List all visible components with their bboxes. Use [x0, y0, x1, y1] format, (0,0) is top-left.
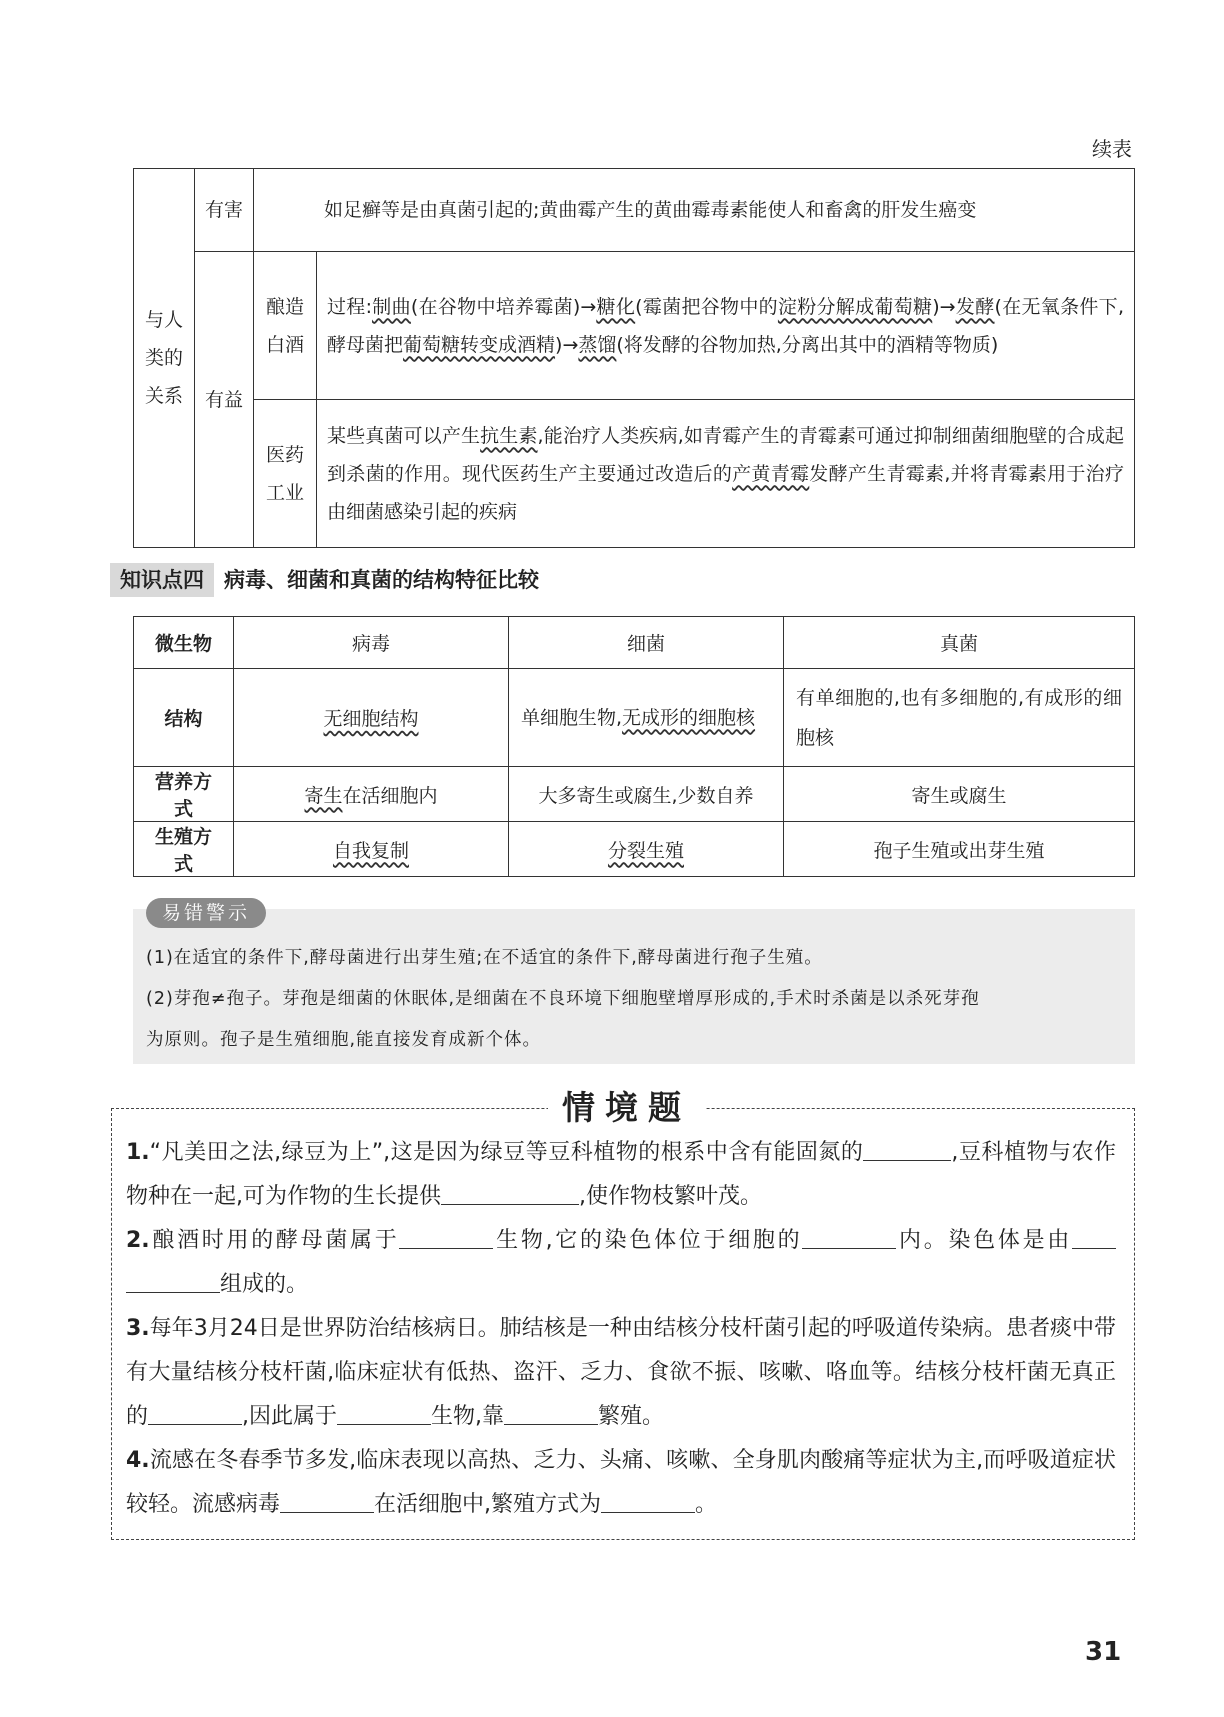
- question-text: ,使作物枝繁叶茂。: [579, 1184, 762, 1209]
- question-3: [126, 1307, 1116, 1439]
- header-cell: 微生物: [134, 617, 234, 669]
- text-span: (在无氧条件下,酵母菌把: [327, 295, 1124, 356]
- key-term: 寄生: [304, 784, 343, 807]
- row-head: 结构: [134, 669, 234, 767]
- row-desc-liquor: [317, 252, 1135, 400]
- answer-blank[interactable]: [601, 1490, 695, 1513]
- text-span: (在谷物中培养霉菌)→: [410, 295, 597, 318]
- table-cell: [509, 767, 784, 822]
- scenario-title: 情境题: [548, 1082, 705, 1129]
- question-text: 内。染色体是由: [896, 1228, 1072, 1253]
- continued-label: 续表: [1092, 137, 1132, 161]
- knowledge-point-title: 病毒、细菌和真菌的结构特征比较: [224, 568, 539, 592]
- beneficial-label: 有益: [195, 252, 254, 548]
- answer-blank[interactable]: [504, 1402, 598, 1425]
- text-span: 在活细胞内: [342, 784, 438, 807]
- question-text: ,豆科植物与农作物种在一起,可为作物的生长提供: [126, 1140, 1116, 1209]
- table-cell: [234, 669, 509, 767]
- text-span: 单细胞生物,: [521, 706, 623, 729]
- question-4: [126, 1439, 1116, 1527]
- row-head: 生殖方式: [134, 822, 234, 877]
- header-cell: 病毒: [234, 617, 509, 669]
- answer-blank[interactable]: [399, 1226, 493, 1249]
- text-span: 孢子生殖或出芽生殖: [873, 839, 1045, 862]
- question-number: 4.: [126, 1448, 150, 1473]
- text-span: 某些真菌可以产生: [327, 424, 481, 447]
- key-term: 分裂生殖: [607, 839, 684, 862]
- key-term: 糖化: [596, 295, 636, 318]
- key-term: 自我复制: [332, 839, 409, 862]
- text-span: 过程:: [327, 295, 372, 318]
- question-number: 2.: [126, 1228, 150, 1253]
- row-label-medicine: 医药工业: [254, 400, 317, 548]
- key-term: 发酵: [955, 295, 995, 318]
- text-span: )→: [932, 295, 956, 318]
- warning-line: (2)芽孢≠孢子。芽孢是细菌的休眠体,是细菌在不良环境下细胞壁增厚形成的,手术时杀菌是以杀死芽孢: [146, 989, 980, 1009]
- key-term: 制曲: [372, 295, 411, 318]
- key-term: 无成形的细胞核: [622, 706, 756, 729]
- warning-tag: 易错警示: [146, 898, 266, 928]
- page-number: 31: [1085, 1637, 1122, 1667]
- answer-blank[interactable]: [441, 1182, 579, 1205]
- key-term: 葡萄糖转变成酒精: [403, 333, 556, 356]
- question-text: 生物,靠: [431, 1404, 505, 1429]
- warning-line: 为原则。孢子是生殖细胞,能直接发育成新个体。: [146, 1030, 542, 1050]
- text-span: 大多寄生或腐生,少数自养: [538, 784, 754, 807]
- question-text: 酿酒时用的酵母菌属于: [149, 1228, 400, 1253]
- question-text: 繁殖。: [598, 1404, 665, 1429]
- text-span: 有单细胞的,也有多细胞的,有成形的细胞核: [796, 686, 1122, 749]
- question-text: 生物,它的染色体位于细胞的: [493, 1228, 803, 1253]
- table-cell: [784, 822, 1135, 877]
- key-term: 无细胞结构: [323, 708, 419, 730]
- key-term: 淀粉分解成葡萄糖: [777, 295, 933, 318]
- knowledge-point-label: 知识点四: [110, 563, 214, 597]
- question-text: ,因此属于: [242, 1404, 338, 1429]
- harmful-desc: 如足癣等是由真菌引起的;黄曲霉产生的黄曲霉毒素能使人和畜禽的肝发生癌变: [254, 169, 1135, 252]
- harmful-label: 有害: [195, 169, 254, 252]
- table-cell: [784, 669, 1135, 767]
- table-cell: [784, 767, 1135, 822]
- key-term: 产黄青霉: [732, 462, 810, 485]
- question-2: [126, 1219, 1116, 1307]
- answer-blank[interactable]: [148, 1402, 242, 1425]
- row-label-liquor: 酿造白酒: [254, 252, 317, 400]
- row-desc-medicine: [317, 400, 1135, 548]
- microbe-comparison-table: [133, 616, 1135, 877]
- question-text: 。: [695, 1492, 718, 1517]
- answer-blank[interactable]: [802, 1226, 896, 1249]
- key-term: 抗生素: [480, 424, 538, 447]
- text-span: ,能治疗人类疾病,如青霉产生的青霉素可通过抑制细菌细胞壁的合成起到杀菌的作用。现代医药生产主要通过改造后的: [327, 424, 1124, 485]
- category-cell: 与人类的关系: [134, 169, 195, 548]
- question-text: 每年3月24日是世界防治结核病日。肺结核是一种由结核分枝杆菌引起的呼吸道传染病。患者痰中带有大量结核分枝杆菌,临床症状有低热、盗汗、乏力、食欲不振、咳嗽、咯血等。结核分枝杆菌无真正的: [126, 1316, 1116, 1429]
- header-cell: 真菌: [784, 617, 1135, 669]
- answer-blank[interactable]: [126, 1270, 220, 1293]
- question-text: 组成的。: [220, 1272, 309, 1297]
- warning-line: (1)在适宜的条件下,酵母菌进行出芽生殖;在不适宜的条件下,酵母菌进行孢子生殖。: [146, 948, 823, 968]
- question-number: 3.: [126, 1316, 150, 1341]
- question-number: 1.: [126, 1140, 150, 1165]
- text-span: 寄生或腐生: [911, 784, 1007, 807]
- question-1: [126, 1131, 1116, 1219]
- header-cell: 细菌: [509, 617, 784, 669]
- answer-blank[interactable]: [337, 1402, 431, 1425]
- question-text: 在活细胞中,繁殖方式为: [374, 1492, 602, 1517]
- knowledge-point-heading: [110, 563, 539, 597]
- text-span: (霉菌把谷物中的: [635, 295, 778, 318]
- answer-blank[interactable]: [1072, 1226, 1116, 1249]
- text-span: 发酵产生青霉素,并将青霉素用于治疗由细菌感染引起的疾病: [327, 462, 1124, 523]
- answer-blank[interactable]: [280, 1490, 374, 1513]
- text-span: )→: [555, 333, 579, 356]
- question-text: 流感在冬春季节多发,临床表现以高热、乏力、头痛、咳嗽、全身肌肉酸痛等症状为主,而呼吸道症状较轻。流感病毒: [126, 1448, 1116, 1517]
- table-cell: [234, 767, 509, 822]
- table-cell: [234, 822, 509, 877]
- key-term: 蒸馏: [578, 333, 617, 356]
- table-cell: [509, 669, 784, 767]
- text-span: (将发酵的谷物加热,分离出其中的酒精等物质): [616, 333, 999, 356]
- answer-blank[interactable]: [863, 1138, 951, 1161]
- table-cell: [509, 822, 784, 877]
- question-text: “凡美田之法,绿豆为上”,这是因为绿豆等豆科植物的根系中含有能固氮的: [149, 1140, 864, 1165]
- fungi-relationship-table: [133, 168, 1135, 548]
- row-head: 营养方式: [134, 767, 234, 822]
